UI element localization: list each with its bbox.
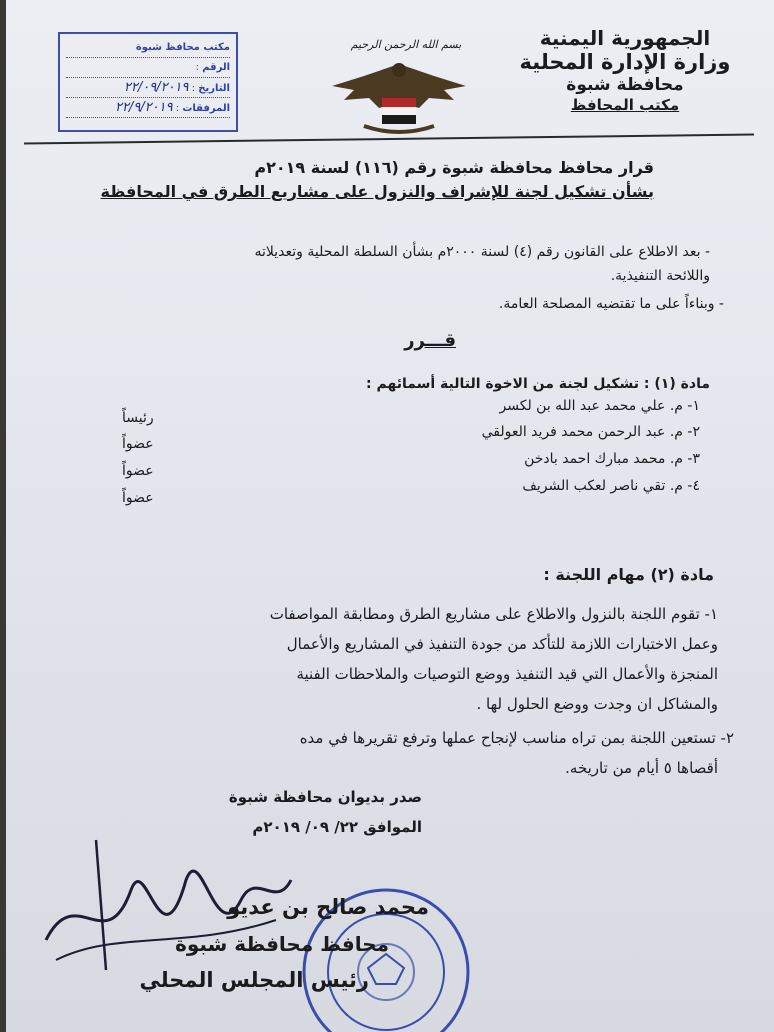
member-2: ٢- م. عبد الرحمن محمد فريد العولقي [481, 424, 700, 440]
issued-place: صدر بديوان محافظة شبوة [228, 788, 422, 806]
member-1-role: رئيساً [122, 410, 154, 426]
signatory-title: محافظ محافظة شبوة [175, 932, 389, 956]
stamp-number-row: الرقم : [66, 58, 230, 78]
stamp-date-row: التاريخ : ٢٢/٠٩/٢٠١٩ [66, 78, 230, 98]
task2-line-2: أقصاها ٥ أيام من تاريخه. [565, 759, 718, 777]
decision-subject: بشأن تشكيل لجنة للإشراف والنزول على مشاريع الطرق في المحافظة [100, 182, 654, 201]
article1-heading: مادة (١) : تشكيل لجنة من الاخوة التالية أسمائهم : [366, 376, 710, 392]
member-2-role: عضواً [122, 436, 154, 452]
task2-line-1: ٢- تستعين اللجنة بمن تراه مناسب لإنجاح عملها وترفع تقريرها في مده [299, 729, 734, 747]
member-4-role: عضواً [122, 490, 154, 506]
task1-line-1: ١- تقوم اللجنة بالنزول والاطلاع على مشاريع الطرق ومطابقة المواصفات [269, 605, 718, 623]
preamble-line-1b: واللائحة التنفيذية. [610, 268, 710, 284]
decision-title: قرار محافظ محافظة شبوة رقم (١١٦) لسنة ٢٠١٩م [254, 158, 654, 177]
member-3: ٣- م. محمد مبارك احمد بادخن [524, 451, 700, 467]
signatory-name: محمد صالح بن عديو [227, 895, 429, 919]
ministry-name: وزارة الإدارة المحلية [519, 50, 731, 74]
governorate-name: محافظة شبوة [566, 75, 684, 96]
office-name: مكتب المحافظ [570, 95, 680, 114]
eagle-emblem-icon [324, 56, 474, 138]
decided-heading: قـــرر [404, 330, 456, 351]
signatory-title-2: رئيس المجلس المحلي [139, 968, 369, 992]
republic-name: الجمهورية اليمنية [539, 26, 711, 50]
letterhead-right [510, 26, 740, 114]
task1-line-3: المنجزة والأعمال التي قيد التنفيذ ووضع التوصيات والملاحظات الفنية [296, 665, 718, 683]
basmala: بسم الله الرحمن الرحيم [350, 38, 462, 51]
article2-heading: مادة (٢) مهام اللجنة : [543, 565, 714, 584]
preamble-line-1: - بعد الاطلاع على القانون رقم (٤) لسنة ٢٠٠٠م بشأن السلطة المحلية وتعديلاته [254, 244, 710, 260]
preamble-line-2: - وبناءاً على ما تقتضيه المصلحة العامة. [498, 296, 724, 312]
member-4: ٤- م. تقي ناصر لعكب الشريف [522, 478, 700, 494]
document-page [6, 0, 774, 1032]
task1-line-4: والمشاكل ان وجدت ووضع الحلول لها . [476, 695, 718, 713]
member-1: ١- م. علي محمد عبد الله بن لكسر [499, 398, 700, 414]
issued-date: الموافق ٢٢/ ٠٩/ ٢٠١٩م [252, 818, 422, 836]
stamp-attachments-row: المرفقات : ٢٢/٩/٢٠١٩ [66, 98, 230, 118]
task1-line-2: وعمل الاختبارات اللازمة للتأكد من جودة التنفيذ في المشاريع والأعمال [286, 635, 718, 653]
registry-stamp [58, 32, 238, 132]
stamp-office: مكتب محافظ شبوة [66, 38, 230, 58]
member-3-role: عضواً [122, 463, 154, 479]
